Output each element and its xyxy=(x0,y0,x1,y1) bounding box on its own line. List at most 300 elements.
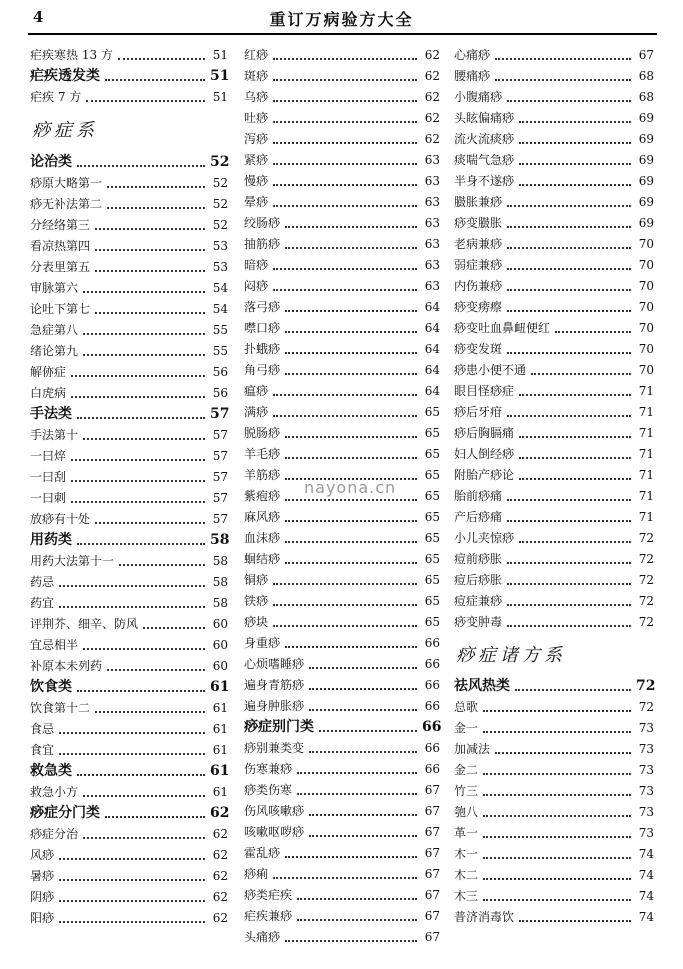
entry-title: 加减法 xyxy=(454,741,491,756)
dot-leader xyxy=(273,79,417,81)
dot-leader xyxy=(273,625,417,627)
entry-title: 总歌 xyxy=(454,699,479,714)
dot-leader xyxy=(119,564,205,566)
dot-leader xyxy=(273,163,417,165)
toc-entry[interactable] xyxy=(30,382,228,403)
toc-entry[interactable] xyxy=(30,823,228,844)
dot-leader xyxy=(71,396,205,398)
dot-leader xyxy=(273,604,417,606)
entry-page-number: 62 xyxy=(210,804,230,821)
toc-entry[interactable] xyxy=(454,527,654,548)
dot-leader xyxy=(273,268,417,270)
dot-leader xyxy=(83,648,205,650)
entry-title: 痘后痧胀 xyxy=(454,572,503,587)
entry-page-number: 55 xyxy=(212,322,228,337)
toc-entry[interactable] xyxy=(244,884,440,905)
entry-page-number: 58 xyxy=(210,531,230,548)
toc-entry[interactable] xyxy=(454,590,654,611)
toc-column-3 xyxy=(454,44,654,927)
toc-entry[interactable] xyxy=(454,738,654,759)
toc-entry[interactable] xyxy=(454,317,654,338)
toc-entry[interactable] xyxy=(454,191,654,212)
toc-category-entry[interactable] xyxy=(30,676,228,697)
toc-entry[interactable] xyxy=(30,844,228,865)
entry-page-number: 56 xyxy=(212,385,228,400)
toc-entry[interactable] xyxy=(454,864,654,885)
entry-title: 饮食第十二 xyxy=(30,700,91,715)
toc-entry[interactable] xyxy=(30,235,228,256)
toc-entry[interactable] xyxy=(30,214,228,235)
toc-entry[interactable] xyxy=(454,128,654,149)
toc-category-entry[interactable] xyxy=(244,716,440,737)
entry-title: 腰痛痧 xyxy=(454,68,491,83)
toc-entry[interactable] xyxy=(454,380,654,401)
entry-title: 金二 xyxy=(454,762,479,777)
toc-entry[interactable] xyxy=(244,107,440,128)
dot-leader xyxy=(273,121,417,123)
entry-page-number: 62 xyxy=(424,68,440,83)
entry-page-number: 73 xyxy=(638,741,654,756)
entry-page-number: 64 xyxy=(424,320,440,335)
entry-title: 小腹痛痧 xyxy=(454,89,503,104)
entry-title: 眼目怪痧症 xyxy=(454,383,515,398)
entry-page-number: 69 xyxy=(638,215,654,230)
entry-title: 论吐下第七 xyxy=(30,301,91,316)
toc-entry[interactable] xyxy=(454,822,654,843)
entry-title: 救急类 xyxy=(30,762,72,779)
dot-leader xyxy=(495,58,631,60)
toc-entry[interactable] xyxy=(244,611,440,632)
entry-page-number: 62 xyxy=(212,826,228,841)
toc-entry[interactable] xyxy=(244,422,440,443)
toc-entry[interactable] xyxy=(30,592,228,613)
toc-entry[interactable] xyxy=(454,485,654,506)
toc-entry[interactable] xyxy=(244,170,440,191)
entry-title: 胎前痧痛 xyxy=(454,488,503,503)
dot-leader xyxy=(507,583,631,585)
dot-leader xyxy=(507,289,631,291)
dot-leader xyxy=(483,773,631,775)
entry-title: 疟疾 7 方 xyxy=(30,89,82,104)
toc-entry[interactable] xyxy=(454,506,654,527)
toc-entry[interactable] xyxy=(244,674,440,695)
entry-page-number: 57 xyxy=(210,405,230,422)
toc-category-entry[interactable] xyxy=(30,151,228,172)
toc-entry[interactable] xyxy=(244,149,440,170)
toc-entry[interactable] xyxy=(454,801,654,822)
entry-title: 扑蛾痧 xyxy=(244,341,281,356)
dot-leader xyxy=(95,522,205,524)
toc-entry[interactable] xyxy=(244,65,440,86)
toc-entry[interactable] xyxy=(244,821,440,842)
entry-page-number: 58 xyxy=(212,595,228,610)
entry-page-number: 67 xyxy=(424,929,440,944)
entry-page-number: 65 xyxy=(424,551,440,566)
toc-entry[interactable] xyxy=(244,779,440,800)
toc-entry[interactable] xyxy=(30,781,228,802)
entry-page-number: 71 xyxy=(638,467,654,482)
toc-entry[interactable] xyxy=(244,926,440,947)
dot-leader xyxy=(285,352,417,354)
toc-category-entry[interactable] xyxy=(30,65,228,86)
entry-page-number: 65 xyxy=(424,467,440,482)
entry-title: 泻痧 xyxy=(244,131,269,146)
entry-page-number: 62 xyxy=(424,89,440,104)
toc-entry[interactable] xyxy=(454,338,654,359)
toc-entry[interactable] xyxy=(454,780,654,801)
toc-entry[interactable] xyxy=(30,718,228,739)
entry-page-number: 72 xyxy=(638,699,654,714)
dot-leader xyxy=(519,121,631,123)
toc-entry[interactable] xyxy=(30,634,228,655)
toc-entry[interactable] xyxy=(244,401,440,422)
toc-entry[interactable] xyxy=(454,65,654,86)
toc-entry[interactable] xyxy=(244,443,440,464)
entry-page-number: 62 xyxy=(212,889,228,904)
entry-title: 抽筋痧 xyxy=(244,236,281,251)
dot-leader xyxy=(285,499,417,501)
dot-leader xyxy=(59,879,205,881)
entry-page-number: 57 xyxy=(212,490,228,505)
toc-entry[interactable] xyxy=(30,44,228,65)
entry-page-number: 71 xyxy=(638,488,654,503)
entry-title: 疟疾透发类 xyxy=(30,67,100,84)
toc-entry[interactable] xyxy=(454,149,654,170)
dot-leader xyxy=(285,226,417,228)
entry-page-number: 73 xyxy=(638,783,654,798)
entry-title: 普济消毒饮 xyxy=(454,909,515,924)
entry-page-number: 74 xyxy=(638,888,654,903)
dot-leader xyxy=(507,499,631,501)
toc-entry[interactable] xyxy=(30,697,228,718)
toc-entry[interactable] xyxy=(244,527,440,548)
entry-page-number: 61 xyxy=(212,784,228,799)
entry-title: 痧变臌胀 xyxy=(454,215,503,230)
toc-entry[interactable] xyxy=(244,905,440,926)
dot-leader xyxy=(483,710,631,712)
entry-title: 评荆芥、细辛、防风 xyxy=(30,616,139,631)
entry-title: 补原本未列药 xyxy=(30,658,103,673)
dot-leader xyxy=(507,415,631,417)
entry-page-number: 70 xyxy=(638,299,654,314)
toc-entry[interactable] xyxy=(454,359,654,380)
entry-title: 痧类疟疾 xyxy=(244,887,293,902)
dot-leader xyxy=(483,731,631,733)
dot-leader xyxy=(519,920,631,922)
entry-title: 救急小方 xyxy=(30,784,79,799)
dot-leader xyxy=(95,711,205,713)
dot-leader xyxy=(95,249,205,251)
toc-entry[interactable] xyxy=(244,800,440,821)
toc-entry[interactable] xyxy=(454,843,654,864)
toc-entry[interactable] xyxy=(30,445,228,466)
dot-leader xyxy=(507,268,631,270)
toc-entry[interactable] xyxy=(454,443,654,464)
entry-page-number: 66 xyxy=(422,718,442,735)
dot-leader xyxy=(77,165,205,167)
toc-category-entry[interactable] xyxy=(30,802,228,823)
entry-title: 木一 xyxy=(454,846,479,861)
toc-entry[interactable] xyxy=(244,44,440,65)
toc-category-entry[interactable] xyxy=(30,529,228,550)
toc-entry[interactable] xyxy=(454,275,654,296)
entry-title: 妇人倒经痧 xyxy=(454,446,515,461)
entry-title: 论治类 xyxy=(30,153,72,170)
toc-entry[interactable] xyxy=(244,359,440,380)
toc-entry[interactable] xyxy=(244,86,440,107)
dot-leader xyxy=(507,352,631,354)
entry-title: 审脉第六 xyxy=(30,280,79,295)
entry-title: 晕痧 xyxy=(244,194,269,209)
dot-leader xyxy=(507,247,631,249)
entry-page-number: 72 xyxy=(638,572,654,587)
toc-entry[interactable] xyxy=(244,233,440,254)
entry-title: 痧后胸膈痛 xyxy=(454,425,515,440)
dot-leader xyxy=(519,142,631,144)
entry-title: 痧别兼类变 xyxy=(244,740,305,755)
toc-entry[interactable] xyxy=(454,212,654,233)
toc-entry[interactable] xyxy=(454,401,654,422)
dot-leader xyxy=(273,142,417,144)
toc-entry[interactable] xyxy=(244,191,440,212)
entry-page-number: 69 xyxy=(638,173,654,188)
toc-entry[interactable] xyxy=(244,632,440,653)
entry-page-number: 63 xyxy=(424,278,440,293)
toc-entry[interactable] xyxy=(30,340,228,361)
toc-entry[interactable] xyxy=(30,466,228,487)
entry-page-number: 65 xyxy=(424,593,440,608)
toc-entry[interactable] xyxy=(244,128,440,149)
entry-page-number: 65 xyxy=(424,488,440,503)
entry-page-number: 66 xyxy=(424,656,440,671)
dot-leader xyxy=(519,184,631,186)
entry-page-number: 57 xyxy=(212,469,228,484)
entry-title: 头痛痧 xyxy=(244,929,281,944)
toc-entry[interactable] xyxy=(30,571,228,592)
entry-page-number: 65 xyxy=(424,572,440,587)
entry-page-number: 74 xyxy=(638,909,654,924)
entry-title: 痧症分治 xyxy=(30,826,79,841)
toc-entry[interactable] xyxy=(454,254,654,275)
dot-leader xyxy=(83,333,205,335)
toc-entry[interactable] xyxy=(30,86,228,107)
toc-entry[interactable] xyxy=(244,758,440,779)
dot-leader xyxy=(83,795,205,797)
toc-entry[interactable] xyxy=(244,338,440,359)
toc-entry[interactable] xyxy=(30,298,228,319)
toc-entry[interactable] xyxy=(30,655,228,676)
entry-page-number: 58 xyxy=(212,574,228,589)
entry-title: 臌胀兼痧 xyxy=(454,194,503,209)
entry-title: 白虎病 xyxy=(30,385,67,400)
toc-entry[interactable] xyxy=(244,254,440,275)
toc-entry[interactable] xyxy=(244,548,440,569)
toc-entry[interactable] xyxy=(454,759,654,780)
dot-leader xyxy=(59,732,205,734)
dot-leader xyxy=(77,774,205,776)
dot-leader xyxy=(483,857,631,859)
dot-leader xyxy=(309,751,417,753)
dot-leader xyxy=(285,520,417,522)
entry-page-number: 52 xyxy=(212,217,228,232)
toc-entry[interactable] xyxy=(30,886,228,907)
toc-entry[interactable] xyxy=(244,296,440,317)
toc-category-entry[interactable] xyxy=(454,675,654,696)
toc-entry[interactable] xyxy=(454,717,654,738)
toc-entry[interactable] xyxy=(454,107,654,128)
toc-entry[interactable] xyxy=(30,424,228,445)
entry-page-number: 72 xyxy=(638,530,654,545)
toc-entry[interactable] xyxy=(30,277,228,298)
toc-entry[interactable] xyxy=(454,422,654,443)
dot-leader xyxy=(95,270,205,272)
toc-entry[interactable] xyxy=(244,695,440,716)
dot-leader xyxy=(59,606,205,608)
entry-page-number: 52 xyxy=(212,196,228,211)
entry-title: 木三 xyxy=(454,888,479,903)
entry-page-number: 65 xyxy=(424,530,440,545)
entry-page-number: 73 xyxy=(638,804,654,819)
toc-entry[interactable] xyxy=(244,275,440,296)
toc-entry[interactable] xyxy=(244,590,440,611)
entry-page-number: 51 xyxy=(212,89,228,104)
toc-entry[interactable] xyxy=(454,86,654,107)
toc-entry[interactable] xyxy=(244,569,440,590)
entry-title: 痧变痨瘵 xyxy=(454,299,503,314)
entry-page-number: 64 xyxy=(424,383,440,398)
toc-entry[interactable] xyxy=(30,613,228,634)
dot-leader xyxy=(309,688,417,690)
dot-leader xyxy=(273,415,417,417)
dot-leader xyxy=(483,815,631,817)
entry-page-number: 72 xyxy=(638,593,654,608)
entry-page-number: 60 xyxy=(212,616,228,631)
toc-entry[interactable] xyxy=(244,863,440,884)
dot-leader xyxy=(59,753,205,755)
entry-page-number: 54 xyxy=(212,280,228,295)
entry-page-number: 64 xyxy=(424,299,440,314)
page-header xyxy=(0,0,683,36)
dot-leader xyxy=(83,291,205,293)
entry-title: 角弓痧 xyxy=(244,362,281,377)
entry-title: 半身不遂痧 xyxy=(454,173,515,188)
entry-title: 身重痧 xyxy=(244,635,281,650)
dot-leader xyxy=(105,79,205,81)
toc-entry[interactable] xyxy=(244,212,440,233)
toc-entry[interactable] xyxy=(454,464,654,485)
entry-page-number: 62 xyxy=(212,910,228,925)
toc-entry[interactable] xyxy=(454,885,654,906)
dot-leader xyxy=(285,247,417,249)
entry-title: 麻风痧 xyxy=(244,509,281,524)
toc-entry[interactable] xyxy=(30,319,228,340)
toc-entry[interactable] xyxy=(244,737,440,758)
dot-leader xyxy=(519,478,631,480)
toc-entry[interactable] xyxy=(30,508,228,529)
dot-leader xyxy=(285,646,417,648)
dot-leader xyxy=(59,900,205,902)
toc-entry[interactable] xyxy=(454,569,654,590)
entry-title: 乌痧 xyxy=(244,89,269,104)
entry-title: 脱肠痧 xyxy=(244,425,281,440)
entry-page-number: 61 xyxy=(210,762,230,779)
toc-entry[interactable] xyxy=(244,380,440,401)
toc-entry[interactable] xyxy=(30,256,228,277)
entry-page-number: 57 xyxy=(212,511,228,526)
entry-page-number: 60 xyxy=(212,637,228,652)
toc-entry[interactable] xyxy=(30,865,228,886)
dot-leader xyxy=(59,858,205,860)
entry-page-number: 58 xyxy=(212,553,228,568)
entry-page-number: 69 xyxy=(638,131,654,146)
toc-category-entry[interactable] xyxy=(30,403,228,424)
entry-page-number: 56 xyxy=(212,364,228,379)
toc-entry[interactable] xyxy=(30,361,228,382)
toc-entry[interactable] xyxy=(454,548,654,569)
dot-leader xyxy=(273,100,417,102)
entry-page-number: 73 xyxy=(638,762,654,777)
toc-entry[interactable] xyxy=(454,296,654,317)
toc-category-entry[interactable] xyxy=(30,760,228,781)
entry-title: 小儿夹惊痧 xyxy=(454,530,515,545)
entry-page-number: 63 xyxy=(424,173,440,188)
entry-title: 木二 xyxy=(454,867,479,882)
entry-title: 匏八 xyxy=(454,804,479,819)
toc-entry[interactable] xyxy=(30,907,228,928)
toc-entry[interactable] xyxy=(30,487,228,508)
entry-title: 看凉热第四 xyxy=(30,238,91,253)
dot-leader xyxy=(495,752,631,754)
toc-entry[interactable] xyxy=(454,170,654,191)
entry-page-number: 62 xyxy=(424,110,440,125)
toc-entry[interactable] xyxy=(30,739,228,760)
entry-title: 食忌 xyxy=(30,721,55,736)
dot-leader xyxy=(285,310,417,312)
toc-entry[interactable] xyxy=(454,233,654,254)
toc-entry[interactable] xyxy=(244,653,440,674)
dot-leader xyxy=(297,793,417,795)
entry-title: 痧类伤寒 xyxy=(244,782,293,797)
entry-title: 用药类 xyxy=(30,531,72,548)
entry-page-number: 66 xyxy=(424,635,440,650)
entry-title: 头眩偏痛痧 xyxy=(454,110,515,125)
toc-entry[interactable] xyxy=(30,193,228,214)
toc-entry[interactable] xyxy=(454,44,654,65)
dot-leader xyxy=(507,520,631,522)
entry-page-number: 70 xyxy=(638,320,654,335)
toc-entry[interactable] xyxy=(244,317,440,338)
toc-entry[interactable] xyxy=(244,506,440,527)
toc-entry[interactable] xyxy=(454,696,654,717)
toc-entry[interactable] xyxy=(454,906,654,927)
toc-entry[interactable] xyxy=(30,172,228,193)
entry-page-number: 62 xyxy=(424,47,440,62)
entry-title: 革一 xyxy=(454,825,479,840)
entry-page-number: 52 xyxy=(212,175,228,190)
entry-page-number: 66 xyxy=(424,698,440,713)
entry-title: 饮食类 xyxy=(30,678,72,695)
entry-page-number: 63 xyxy=(424,257,440,272)
dot-leader xyxy=(95,312,205,314)
toc-entry[interactable] xyxy=(244,842,440,863)
toc-entry[interactable] xyxy=(454,611,654,632)
entry-title: 宜忌相半 xyxy=(30,637,79,652)
dot-leader xyxy=(519,394,631,396)
dot-leader xyxy=(273,205,417,207)
toc-entry[interactable] xyxy=(30,550,228,571)
entry-title: 铁痧 xyxy=(244,593,269,608)
entry-page-number: 71 xyxy=(638,404,654,419)
